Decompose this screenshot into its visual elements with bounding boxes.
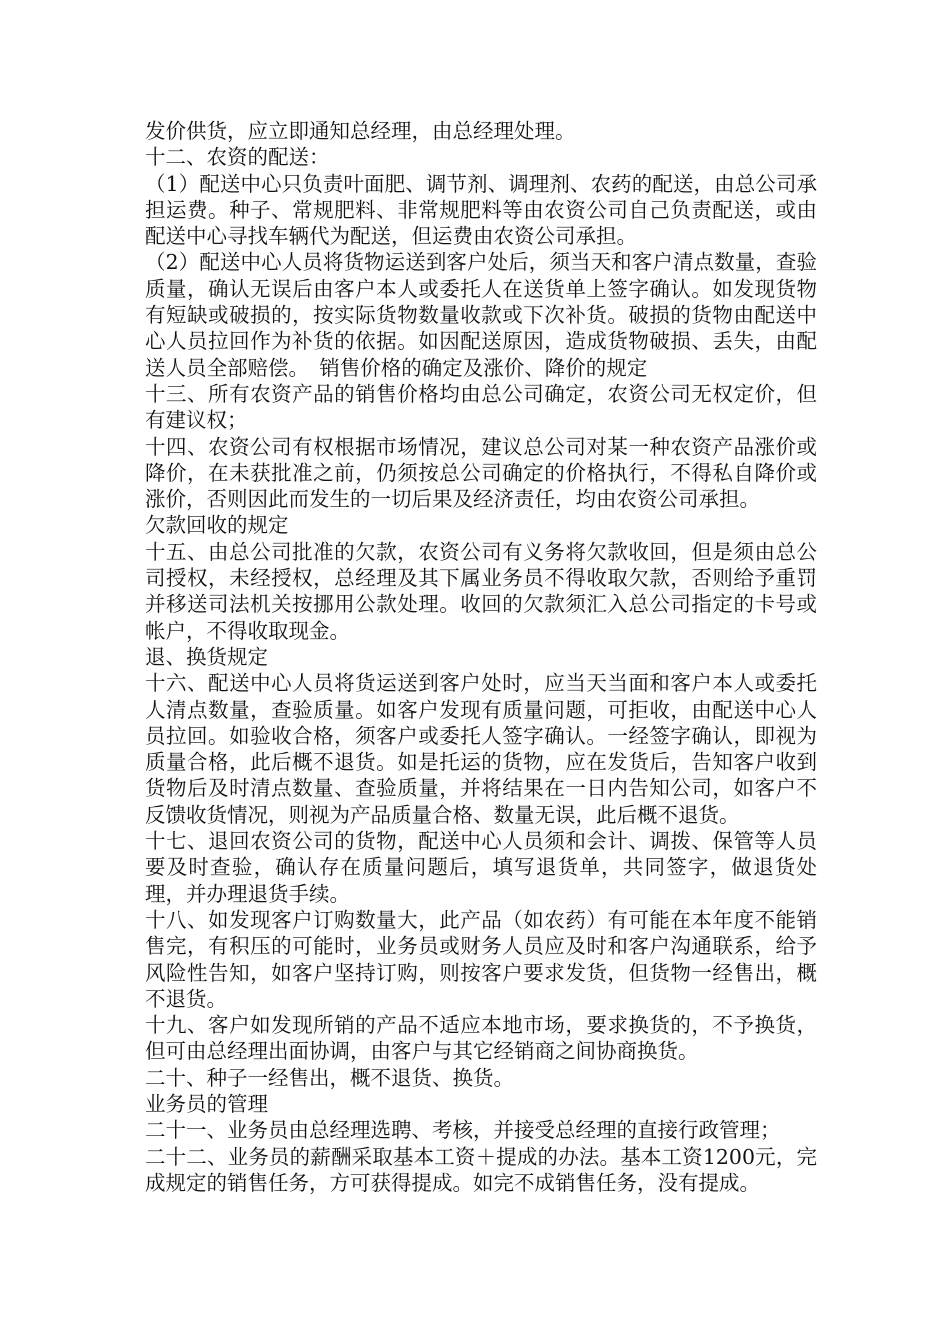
- paragraph: 十三、所有农资产品的销售价格均由总公司确定，农资公司无权定价，但有建议权；: [145, 381, 817, 433]
- paragraph: 二十、种子一经售出，概不退货、换货。: [145, 1065, 514, 1090]
- paragraph: 十七、退回农资公司的货物，配送中心人员须和会计、调拨、保管等人员要及时查验，确认存在质量问题后，填写退货单，共同签字，做退货处理，并办理退货手续。: [145, 829, 817, 906]
- paragraph: 十八、如发现客户订购数量大，此产品（如农药）有可能在本年度不能销售完，有积压的可能时，业务员或财务人员应及时和客户沟通联系，给予风险性告知，如客户坚持订购，则按客户要求发货，但货物一经售出，概不退货。: [145, 907, 817, 1011]
- section-heading: 业务员的管理: [145, 1091, 268, 1116]
- paragraph: 发价供货，应立即通知总经理，由总经理处理。: [145, 119, 576, 143]
- paragraph: （1）配送中心只负责叶面肥、调节剂、调理剂、农药的配送，由总公司承担运费。种子、常规肥料、非常规肥料等由农资公司自己负责配送，或由配送中心寻找车辆代为配送，但运费由农资公司承担。: [145, 171, 817, 249]
- paragraph: 二十一、业务员由总经理选聘、考核，并接受总经理的直接行政管理；: [145, 1118, 781, 1143]
- paragraph: （2）配送中心人员将货物运送到客户处后，须当天和客户清点数量，查验质量，确认无误后由客户本人或委托人在送货单上签字确认。如发现货物有短缺或破损的，按实际货物数量收款或下次补货。破损的货物由配送中心人员拉回作为补货的依据。如因配送原因，造成货物破损、丢失，由配送人员全部赔偿。 销售价格的确定及涨价、降价的规定: [145, 250, 817, 380]
- paragraph: 十九、客户如发现所销的产品不适应本地市场，要求换货的，不予换货，但可由总经理出面协调，由客户与其它经销商之间协商换货。: [145, 1013, 817, 1064]
- paragraph: 二十二、业务员的薪酬采取基本工资＋提成的办法。基本工资1200元，完成规定的销售任务，方可获得提成。如完不成销售任务，没有提成。: [145, 1144, 817, 1195]
- document-body: [145, 118, 817, 1196]
- section-heading: 欠款回收的规定: [145, 513, 289, 538]
- paragraph: 十六、配送中心人员将货运送到客户处时，应当天当面和客户本人或委托人清点数量，查验质量。如客户发现有质量问题，可拒收，由配送中心人员拉回。如验收合格，须客户或委托人签字确认。一经签字确认，即视为质量合格，此后概不退货。如是托运的货物，应在发货后，告知客户收到货物后及时清点数量、查验质量，并将结果在一日内告知公司，如客户不反馈收货情况，则视为产品质量合格、数量无误，此后概不退货。: [145, 671, 817, 827]
- section-heading: 退、换货规定: [145, 644, 268, 669]
- paragraph: 十五、由总公司批准的欠款，农资公司有义务将欠款收回，但是须由总公司授权，未经授权，总经理及其下属业务员不得收取欠款，否则给予重罚并移送司法机关按挪用公款处理。收回的欠款须汇入总公司指定的卡号或帐户，不得收取现金。: [145, 539, 817, 643]
- paragraph: 十四、农资公司有权根据市场情况，建议总公司对某一种农资产品涨价或降价，在未获批准之前，仍须按总公司确定的价格执行，不得私自降价或涨价，否则因此而发生的一切后果及经济责任，均由农资公司承担。: [145, 434, 817, 512]
- section-heading: 十二、农资的配送：: [145, 145, 330, 170]
